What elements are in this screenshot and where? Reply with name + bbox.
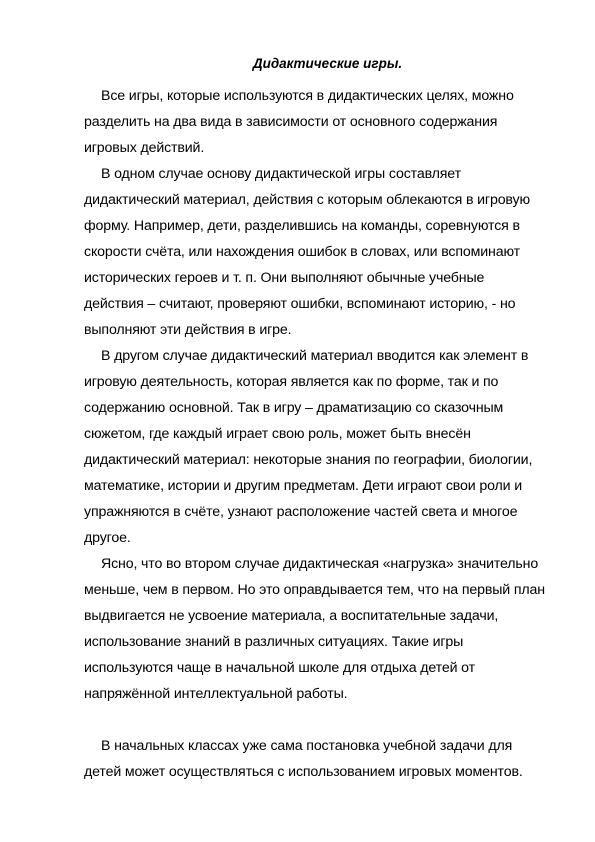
text-line: Все игры, которые используются в дидактических целях, можно	[101, 88, 514, 104]
text-line: В другом случае дидактический материал вводится как элемент в	[101, 348, 529, 364]
text-line: математике, истории и другим предметам. Дети играют свои роли и	[84, 478, 522, 494]
text-line: форму. Например, дети, разделившись на команды, соревнуются в	[84, 218, 520, 234]
text-line: меньше, чем в первом. Но это оправдывается тем, что на первый план	[84, 582, 545, 598]
text-line: исторических героев и т. п. Они выполняют обычные учебные	[84, 270, 485, 286]
text-line: разделить на два вида в зависимости от основного содержания	[84, 114, 498, 130]
text-line: напряжённой интеллектуальной работы.	[84, 686, 348, 702]
text-line: действия – считают, проверяют ошибки, вспоминают историю, - но	[84, 296, 516, 312]
text-line: содержанию основной. Так в игру – драматизацию со сказочным	[84, 400, 504, 416]
text-line: упражняются в счёте, узнают расположение частей света и многое	[84, 504, 518, 520]
text-line: выполняют эти действия в игре.	[84, 322, 292, 338]
text-line: игровую деятельность, которая является как по форме, так и по	[84, 374, 499, 390]
text-line: выдвигается не усвоение материала, а воспитательные задачи,	[84, 608, 499, 624]
text-line: скорости счёта, или нахождения ошибок в словах, или вспоминают	[84, 244, 520, 260]
text-line: используются чаще в начальной школе для отдыха детей от	[84, 660, 475, 676]
text-line: В одном случае основу дидактической игры составляет	[101, 166, 461, 182]
text-line: другое.	[84, 530, 131, 546]
text-line: дидактический материал: некоторые знания по географии, биологии,	[84, 452, 533, 468]
text-line: использование знаний в различных ситуациях. Такие игры	[84, 634, 464, 650]
text-line: Ясно, что во втором случае дидактическая «нагрузка» значительно	[101, 556, 539, 572]
text-line: В начальных классах уже сама постановка учебной задачи для	[101, 738, 513, 754]
document-title: Дидактические игры.	[252, 56, 403, 71]
text-line: детей может осуществляться с использованием игровых моментов.	[84, 764, 523, 780]
text-line: дидактический материал, действия с которым облекаются в игровую	[84, 192, 530, 208]
text-line: игровых действий.	[84, 140, 205, 156]
text-line: сюжетом, где каждый играет свою роль, может быть внесён	[84, 426, 471, 442]
